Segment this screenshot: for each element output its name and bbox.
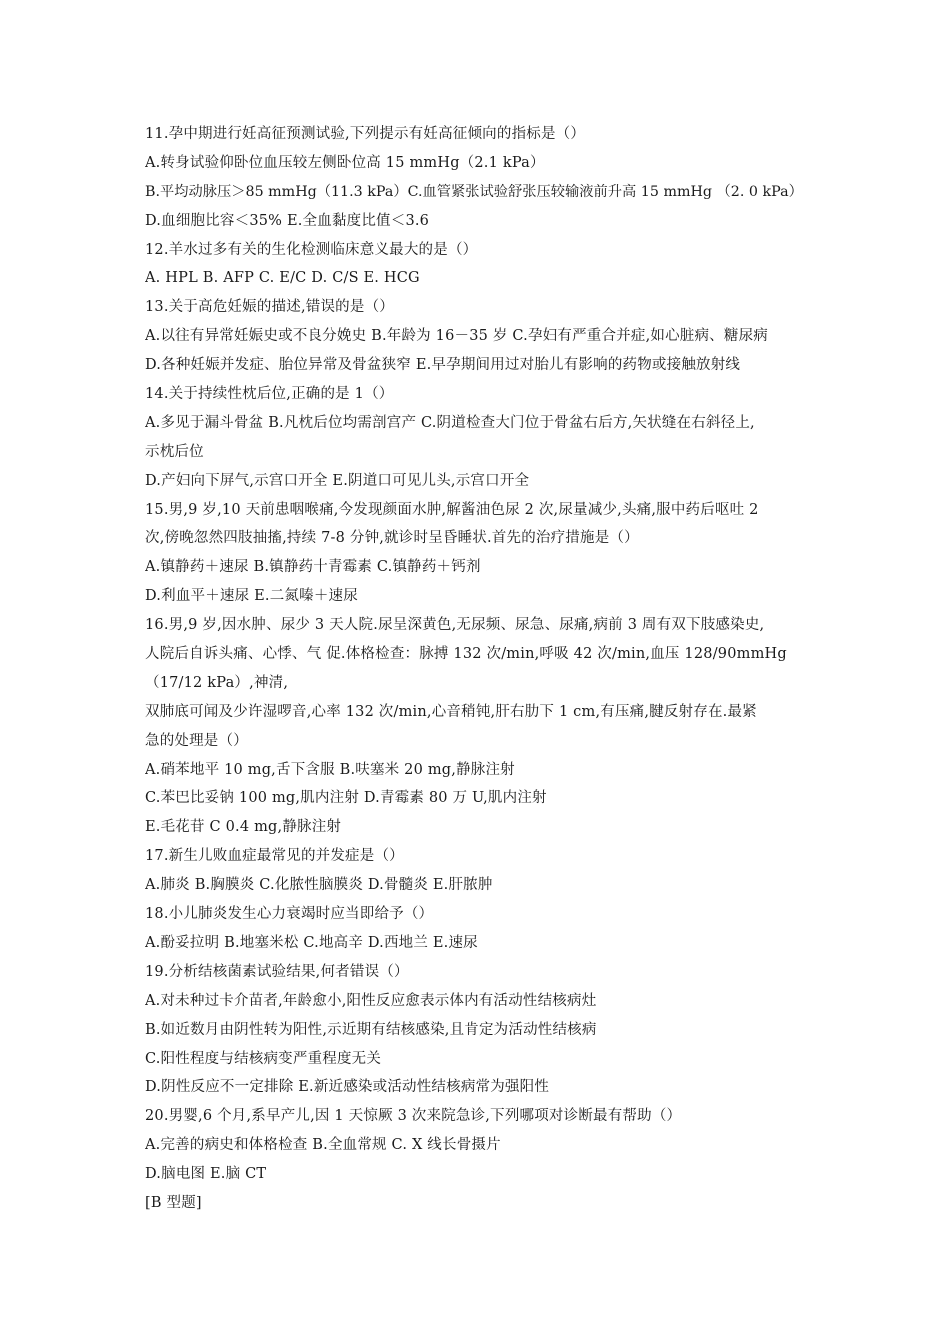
question-15-stem-continued: 次,傍晚忽然四肢抽搐,持续 7-8 分钟,就诊时呈昏睡状.首先的治疗措施是（） — [145, 530, 639, 547]
question-11-options-b-c: B.平均动脉压＞85 mmHg（11.3 kPa）C.血管紧张试验舒张压较输液前升高 15 mmHg （2. 0 kPa） — [145, 183, 803, 200]
question-19-option-b: B.如近数月由阴性转为阳性,示近期有结核感染,且肯定为活动性结核病 — [145, 1021, 597, 1038]
question-14-stem: 14.关于持续性枕后位,正确的是 1（） — [145, 386, 394, 403]
question-13-options-d-e: D.各种妊娠并发症、胎位异常及骨盆狭窄 E.早孕期间用过对胎儿有影响的药物或接触放射线 — [145, 357, 741, 374]
question-13-options-a-c: A.以往有异常妊娠史或不良分娩史 B.年龄为 16－35 岁 C.孕妇有严重合并症,如心脏病、糖尿病 — [145, 328, 768, 345]
question-14-options-continued: 示枕后位 — [145, 443, 204, 460]
question-11-option-a: A.转身试验仰卧位血压较左侧卧位高 15 mmHg（2.1 kPa） — [145, 154, 545, 171]
question-16-stem-line-4: 双肺底可闻及少许湿啰音,心率 132 次/min,心音稍钝,肝右肋下 1 cm,有压痛,腱反射存在.最紧 — [145, 703, 757, 720]
question-20-options-a-c: A.完善的病史和体格检查 B.全血常规 C. X 线长骨摄片 — [145, 1137, 501, 1154]
question-18-options: A.酚妥拉明 B.地塞米松 C.地高辛 D.西地兰 E.速尿 — [145, 934, 478, 951]
question-17-options: A.肺炎 B.胸膜炎 C.化脓性脑膜炎 D.骨髓炎 E.肝脓肿 — [145, 877, 493, 894]
question-16-options-a-b: A.硝苯地平 10 mg,舌下含服 B.呋塞米 20 mg,静脉注射 — [145, 761, 515, 778]
question-12-options: A. HPL B. AFP C. E/C D. C/S E. HCG — [145, 270, 420, 287]
question-15-stem: 15.男,9 岁,10 天前患咽喉痛,今发现颜面水肿,解酱油色尿 2 次,尿量减少,头痛,服中药后呕吐 2 — [145, 501, 759, 518]
question-16-stem-line-3: （17/12 kPa）,神清, — [145, 674, 289, 691]
question-16-stem: 16.男,9 岁,因水肿、尿少 3 天人院.尿呈深黄色,无尿频、尿急、尿痛,病前 3 周有双下肢感染史, — [145, 617, 765, 634]
question-14-options-d-e: D.产妇向下屏气,示宫口开全 E.阴道口可见儿头,示宫口开全 — [145, 472, 530, 489]
question-19-option-a: A.对未种过卡介苗者,年龄愈小,阳性反应愈表示体内有活动性结核病灶 — [145, 992, 597, 1009]
question-16-stem-line-5: 急的处理是（） — [145, 732, 248, 749]
question-16-option-e: E.毛花苷 C 0.4 mg,静脉注射 — [145, 819, 342, 836]
question-19-option-c: C.阳性程度与结核病变严重程度无关 — [145, 1050, 382, 1067]
question-20-options-d-e: D.脑电图 E.脑 CT — [145, 1166, 267, 1183]
question-11-options-d-e: D.血细胞比容＜35% E.全血黏度比值＜3.6 — [145, 212, 430, 229]
question-17-stem: 17.新生儿败血症最常见的并发症是（） — [145, 848, 404, 865]
section-heading-b-type: [B 型题] — [145, 1194, 202, 1211]
question-20-stem: 20.男婴,6 个月,系早产儿,因 1 天惊厥 3 次来院急诊,下列哪项对诊断最有帮助（） — [145, 1108, 682, 1125]
question-13-stem: 13.关于高危妊娠的描述,错误的是（） — [145, 299, 394, 316]
question-12-stem: 12.羊水过多有关的生化检测临床意义最大的是（） — [145, 241, 478, 258]
question-15-options-d-e: D.利血平＋速尿 E.二氮嗪＋速尿 — [145, 588, 358, 605]
question-16-stem-line-2: 人院后自诉头痛、心悸、气 促.体格检查：脉搏 132 次/min,呼吸 42 次/min,血压 128/90mmHg — [145, 646, 787, 663]
document-body — [145, 120, 820, 1218]
question-15-options-a-c: A.镇静药＋速尿 B.镇静药十青霉素 C.镇静药＋钙剂 — [145, 559, 481, 576]
question-18-stem: 18.小儿肺炎发生心力衰竭时应当即给予（） — [145, 906, 434, 923]
question-19-options-d-e: D.阴性反应不一定排除 E.新近感染或活动性结核病常为强阳性 — [145, 1079, 550, 1096]
question-14-options-a-c: A.多见于漏斗骨盆 B.凡枕后位均需剖宫产 C.阴道检查大门位于骨盆右后方,矢状缝在右斜径上, — [145, 414, 755, 431]
question-16-options-c-d: C.苯巴比妥钠 100 mg,肌内注射 D.青霉素 80 万 U,肌内注射 — [145, 790, 547, 807]
question-11-stem: 11.孕中期进行妊高征预测试验,下列提示有妊高征倾向的指标是（） — [145, 126, 586, 142]
question-19-stem: 19.分析结核菌素试验结果,何者错误（） — [145, 963, 409, 980]
